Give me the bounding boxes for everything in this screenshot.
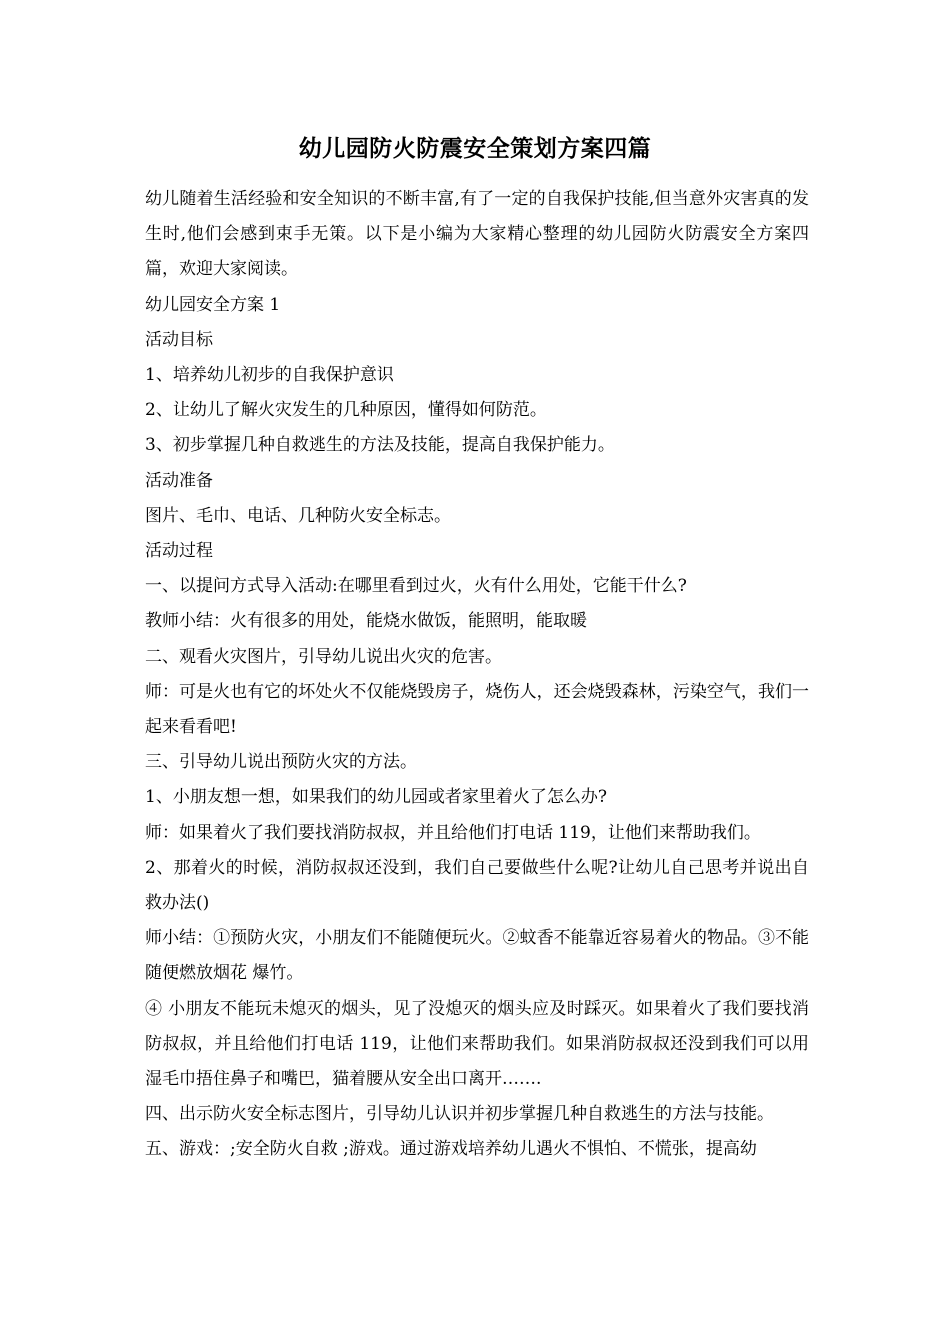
document-body (145, 182, 809, 1168)
process-text: ④ 小朋友不能玩未熄灭的烟头，见了没熄灭的烟头应及时踩灭。如果着火了我们要找消防叔叔，并且给他们打电话 119，让他们来帮助我们。如果消防叔叔还没到我们可以用湿毛巾捂住鼻子和嘴巴，猫着腰从安全出口离开……. (145, 998, 809, 1090)
subheading-goals: 活动目标 (145, 329, 213, 350)
subheading-preparation: 活动准备 (145, 470, 213, 491)
preparation-text: 图片、毛巾、电话、几种防火安全标志。 (145, 505, 451, 526)
process-text: 1、小朋友想一想，如果我们的幼儿园或者家里着火了怎么办? (145, 787, 607, 808)
subheading-process: 活动过程 (145, 541, 213, 562)
process-text: 师小结：①预防火灾，小朋友们不能随便玩火。②蚊香不能靠近容易着火的物品。③不能随便燃放烟花 爆竹。 (145, 928, 809, 984)
process-text: 师：可是火也有它的坏处火不仅能烧毁房子，烧伤人，还会烧毁森林，污染空气，我们一起来看看吧! (145, 681, 809, 738)
goal-item: 3、初步掌握几种自救逃生的方法及技能，提高自我保护能力。 (145, 435, 615, 456)
process-step: 二、观看火灾图片，引导幼儿说出火灾的危害。 (145, 646, 502, 667)
process-text: 教师小结：火有很多的用处，能烧水做饭，能照明，能取暖 (145, 611, 587, 632)
document-title: 幼儿园防火防震安全策划方案四篇 (298, 135, 652, 162)
process-step: 五、游戏：;安全防火自救 ;游戏。通过游戏培养幼儿遇火不惧怕、不慌张，提高幼 (145, 1139, 757, 1160)
process-step: 四、出示防火安全标志图片，引导幼儿认识并初步掌握几种自救逃生的方法与技能。 (145, 1104, 774, 1125)
process-step: 一、以提问方式导入活动:在哪里看到过火，火有什么用处，它能干什么? (145, 576, 687, 597)
goal-item: 2、让幼儿了解火灾发生的几种原因，懂得如何防范。 (145, 400, 547, 421)
section-heading: 幼儿园安全方案 1 (145, 294, 281, 315)
process-text: 师：如果着火了我们要找消防叔叔，并且给他们打电话 119，让他们来帮助我们。 (145, 822, 761, 843)
goal-item: 1、培养幼儿初步的自我保护意识 (145, 365, 394, 386)
intro-paragraph: 幼儿随着生活经验和安全知识的不断丰富,有了一定的自我保护技能,但当意外灾害真的发生时,他们会感到束手无策。以下是小编为大家精心整理的幼儿园防火防震安全方案四篇，欢迎大家阅读。 (145, 189, 809, 280)
process-text: 2、那着火的时候，消防叔叔还没到，我们自己要做些什么呢?让幼儿自己思考并说出自救办法() (145, 857, 809, 914)
process-step: 三、引导幼儿说出预防火灾的方法。 (145, 752, 417, 773)
